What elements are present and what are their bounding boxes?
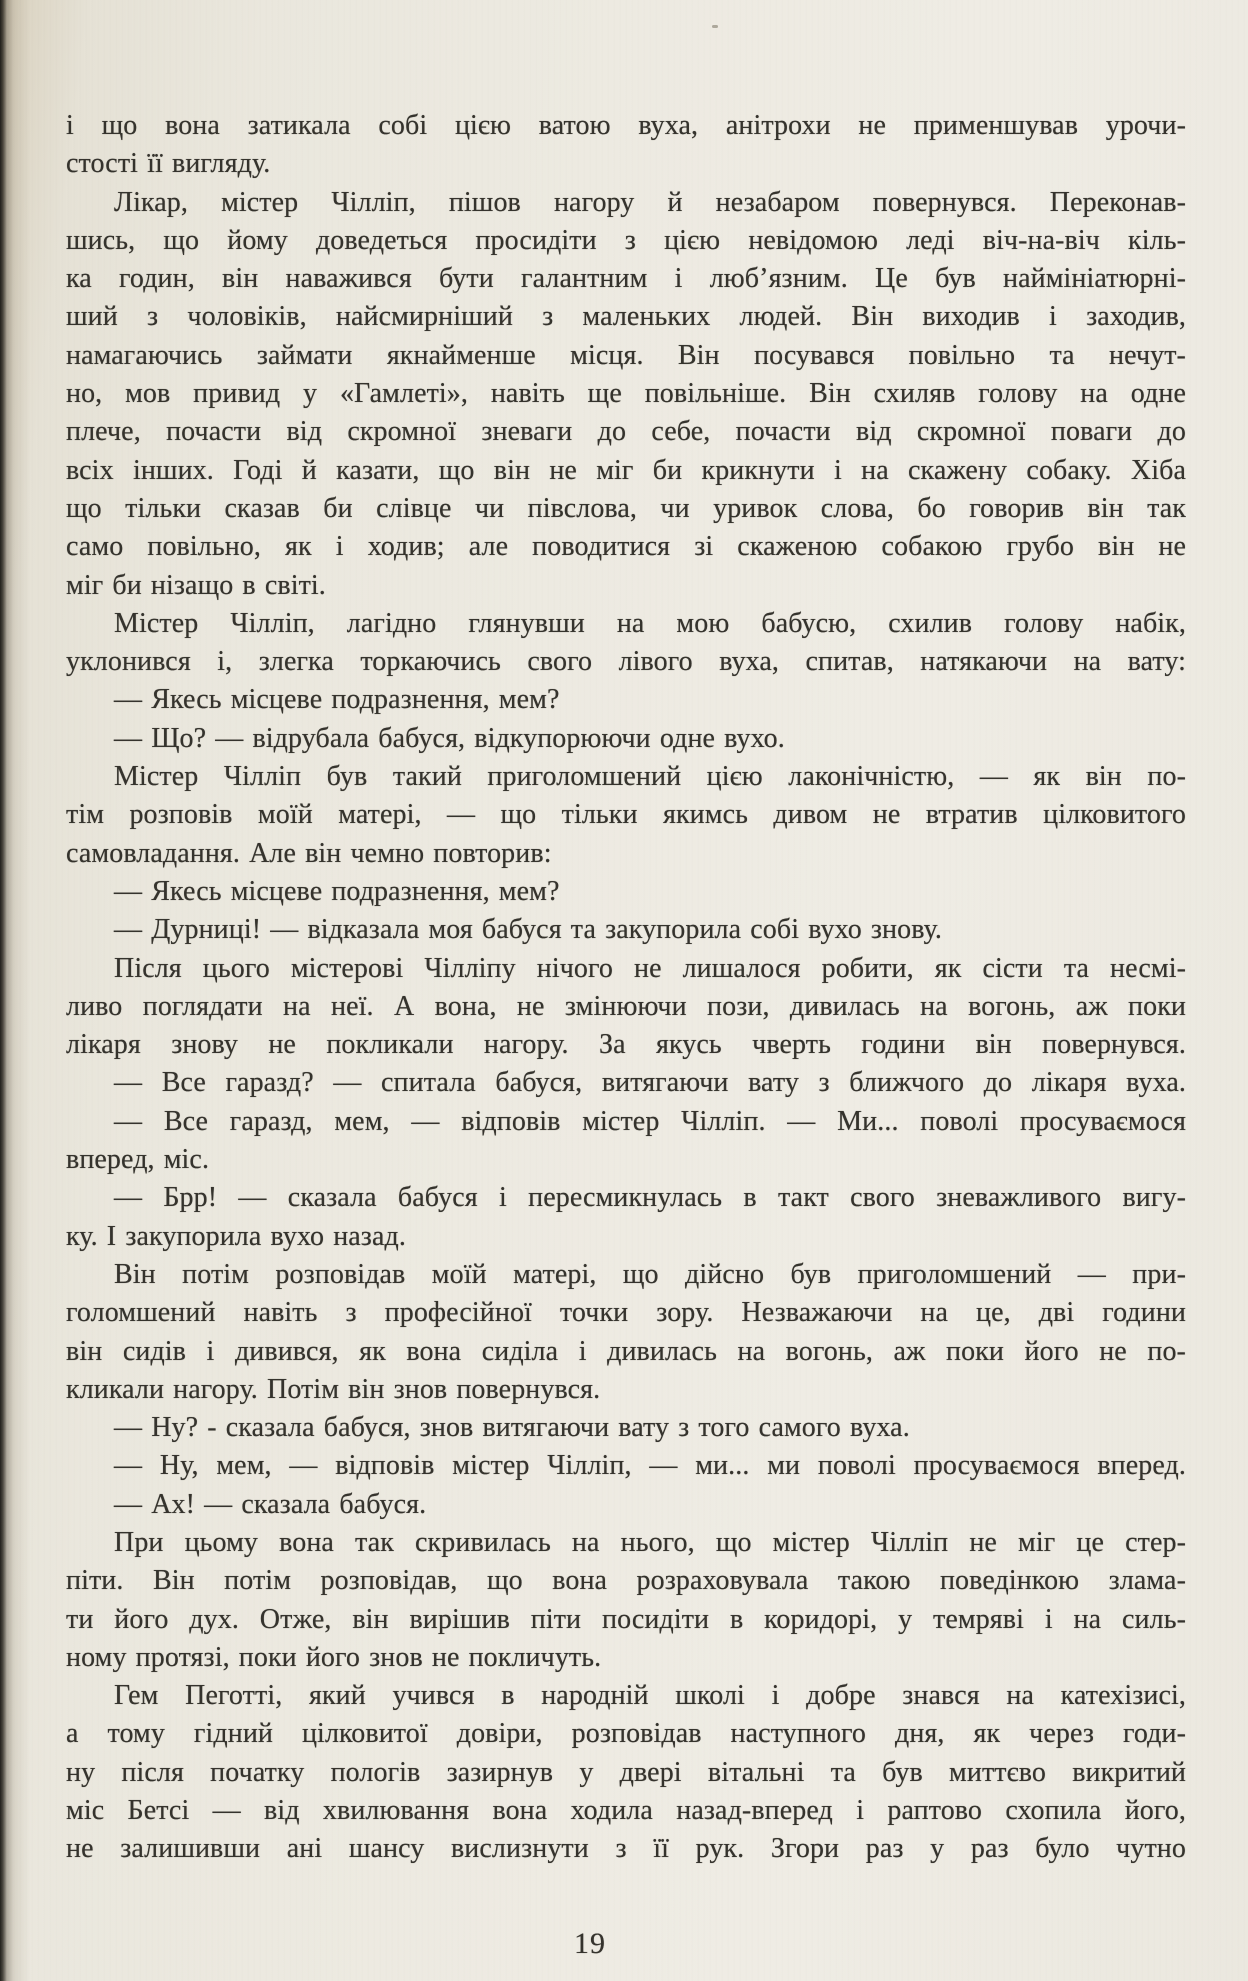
text-line: — Якесь місцеве подразнення, мем?: [114, 684, 560, 716]
text-line: Містер Чілліп був такий приголомшений цією лаконічністю, — як він по-: [114, 761, 1186, 793]
text-line: — Ах! — сказала бабуся.: [114, 1488, 427, 1520]
text-line: і що вона затикала собі цією ватою вуха, анітрохи не применшував урочи-: [66, 110, 1186, 141]
text-line: но, мов привид у «Гамлеті», навіть ще повільніше. Він схиляв голову на одне: [66, 378, 1186, 410]
text-line: ну після початку пологів зазирнув у двері вітальні та був миттєво викритий: [66, 1756, 1186, 1788]
text-line: Містер Чілліп, лагідно глянувши на мою бабусю, схилив голову набік,: [114, 607, 1186, 639]
text-line: ка годин, він наважився бути галантним і люб’язним. Це був наймініатюрні-: [66, 263, 1186, 295]
text-line: не залишивши ані шансу вислизнути з її рук. Згори раз у раз було чутно: [66, 1833, 1186, 1865]
page-number: 19: [574, 1927, 606, 1960]
text-line: плече, почасти від скромної зневаги до себе, почасти від скромної поваги до: [66, 416, 1186, 448]
text-line: міс Бетсі — від хвилювання вона ходила назад-вперед і раптово схопила його,: [66, 1795, 1186, 1827]
text-line: вперед, міс.: [66, 1144, 210, 1176]
paper-speck: [712, 25, 718, 28]
text-line: — Ну? - сказала бабуся, знов витягаючи вату з того самого вуха.: [114, 1412, 910, 1444]
text-line: — Все гаразд? — спитала бабуся, витягаючи вату з ближчого до лікаря вуха.: [114, 1067, 1186, 1099]
text-line: — Що? — відрубала бабуся, відкупорюючи одне вухо.: [114, 722, 785, 754]
text-line: Лікар, містер Чілліп, пішов нагору й незабаром повернувся. Переконав-: [114, 186, 1186, 218]
text-line: голомшений навіть з професійної точки зору. Незважаючи на це, дві години: [66, 1297, 1186, 1329]
text-line: — Брр! — сказала бабуся і пересмикнулась в такт свого зневажливого вигу-: [114, 1182, 1186, 1214]
text-line: — Дурниці! — відказала моя бабуся та закупорила собі вухо знову.: [114, 914, 942, 946]
text-line: ти його дух. Отже, він вирішив піти посидіти в коридорі, у темряві і на силь-: [66, 1603, 1186, 1635]
text-line: всіх інших. Годі й казати, що він не міг би крикнути і на скажену собаку. Хіба: [66, 454, 1186, 486]
text-line: він сидів і дивився, як вона сиділа і дивилась на вогонь, аж поки його не по-: [66, 1335, 1186, 1367]
text-line: ку. І закупорила вухо назад.: [66, 1220, 406, 1252]
text-line: що тільки сказав би слівце чи півслова, чи уривок слова, бо говорив він так: [66, 492, 1186, 524]
text-line: міг би нізащо в світі.: [66, 569, 326, 601]
text-line: — Ну, мем, — відповів містер Чілліп, — ми... ми поволі просуваємося вперед.: [114, 1450, 1186, 1482]
text-line: шись, що йому доведеться просидіти з цією невідомою леді віч-на-віч кіль-: [66, 224, 1186, 256]
text-line: При цьому вона так скривилась на нього, що містер Чілліп не міг це стер-: [114, 1526, 1186, 1558]
text-line: ший з чоловіків, найсмирніший з маленьких людей. Він виходив і заходив,: [66, 301, 1186, 333]
text-line: само повільно, як і ходив; але поводитися зі скаженою собакою грубо він не: [66, 531, 1186, 563]
page-text: [66, 107, 1186, 1869]
text-line: а тому гідний цілковитої довіри, розповідав наступного дня, як через годи-: [66, 1718, 1186, 1750]
text-line: лікаря знову не покликали нагору. За якусь чверть години він повернувся.: [66, 1029, 1186, 1061]
text-line: кликали нагору. Потім він знов повернувся.: [66, 1373, 601, 1405]
text-line: намагаючись займати якнайменше місця. Він посувався повільно та нечут-: [66, 339, 1186, 371]
text-line: Він потім розповідав моїй матері, що дійсно був приголомшений — при-: [114, 1258, 1186, 1290]
text-line: тім розповів моїй матері, — що тільки якимсь дивом не втратив цілковитого: [66, 799, 1186, 831]
text-line: — Все гаразд, мем, — відповів містер Чілліп. — Ми... поволі просуваємося: [114, 1105, 1186, 1137]
text-line: уклонився і, злегка торкаючись свого лівого вуха, спитав, натякаючи на вату:: [66, 646, 1186, 678]
text-line: ному протязі, поки його знов не покличуть.: [66, 1641, 602, 1673]
text-line: стості її вигляду.: [66, 148, 271, 180]
text-line: ливо поглядати на неї. А вона, не змінюючи пози, дивилась на вогонь, аж поки: [66, 990, 1186, 1022]
text-line: Гем Пеготті, який учився в народній школі і добре знався на катехізисі,: [114, 1680, 1186, 1712]
text-line: Після цього містерові Чілліпу нічого не лишалося робити, як сісти та несмі-: [114, 952, 1186, 984]
text-line: — Якесь місцеве подразнення, мем?: [114, 875, 560, 907]
text-line: самовладання. Але він чемно повторив:: [66, 837, 552, 869]
text-line: піти. Він потім розповідав, що вона розраховувала такою поведінкою злама-: [66, 1565, 1186, 1597]
